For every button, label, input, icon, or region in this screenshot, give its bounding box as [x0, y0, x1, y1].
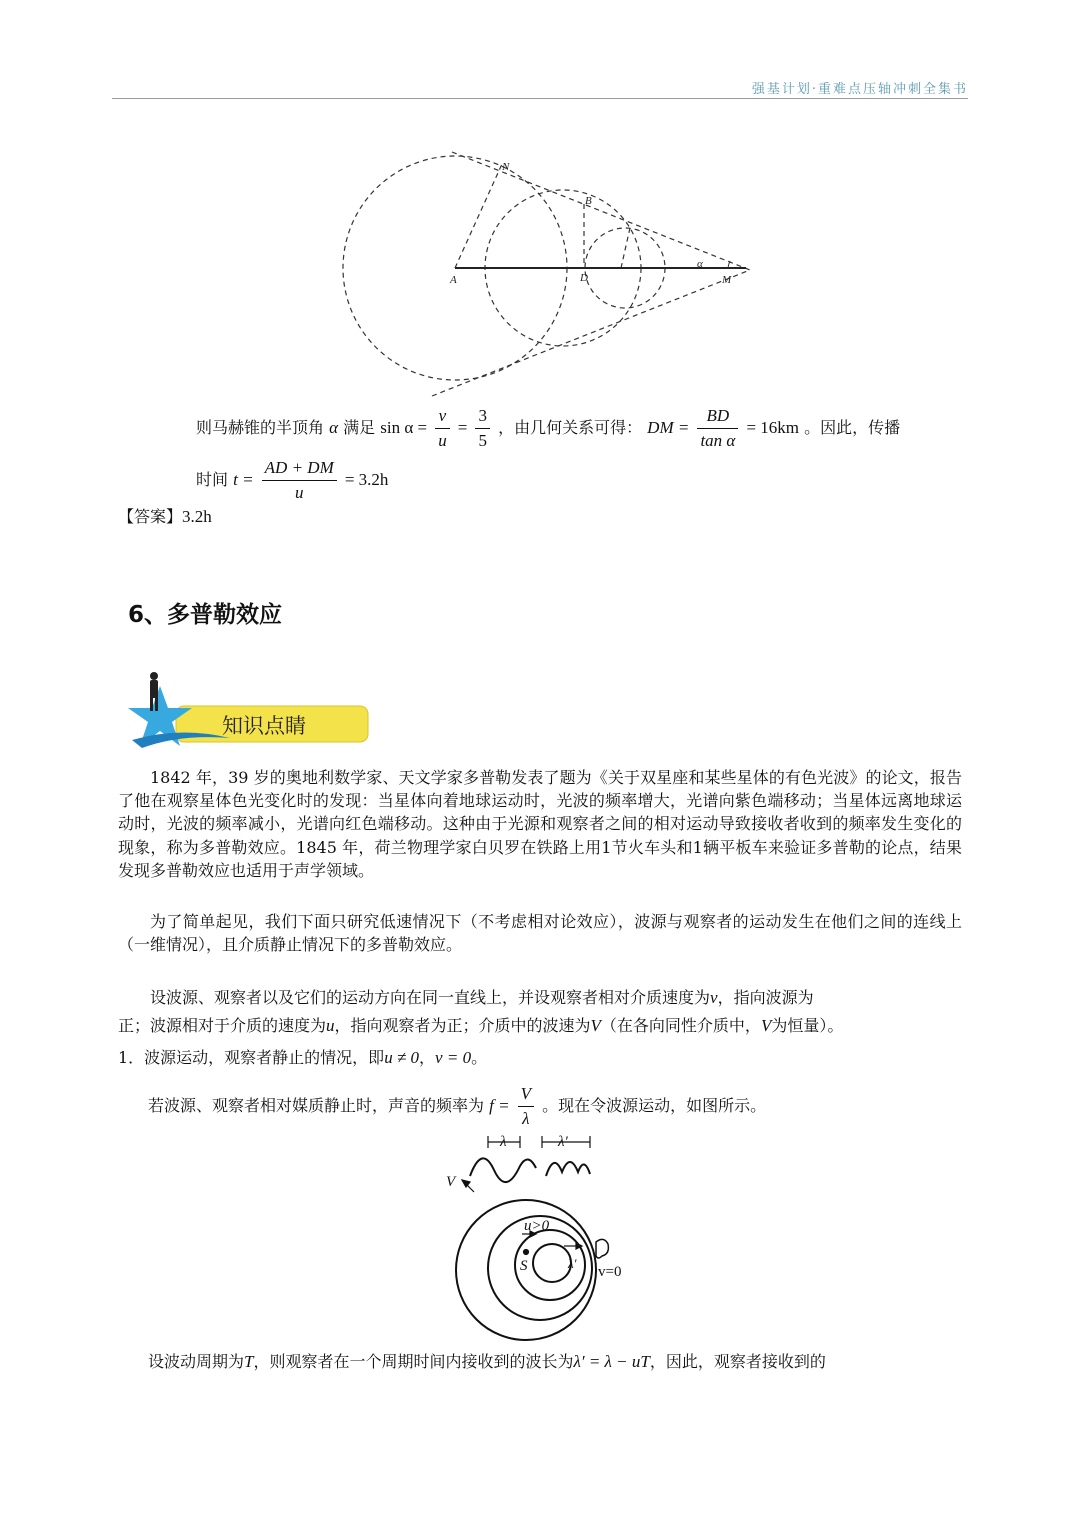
label-N: N	[502, 161, 510, 173]
answer-value: 3.2h	[182, 507, 212, 526]
section-title: 6、多普勒效应	[128, 602, 283, 628]
label-S: S	[520, 1258, 528, 1274]
paragraph-assumption: 为了简单起见，我们下面只研究低速情况下（不考虑相对论效应），波源与观察者的运动发生在他们之间的连线上（一维情况），且介质静止情况下的多普勒效应。	[118, 912, 962, 954]
frequency-line: 若波源、观察者相对媒质静止时，声音的频率为 f = $\frac{V}{\lambda}$ 。现在令波源运动，如图所示。	[148, 1084, 767, 1128]
header-title: 强基计划·重难点压轴冲刺全集书	[751, 82, 968, 97]
setup-line-2: 正；波源相对于介质的速度为u，指向观察者为正；介质中的波速为V（在各向同性介质中，V为恒量）。	[118, 1016, 844, 1035]
case1-line: 1．波源运动，观察者静止的情况，即u ≠ 0，v = 0。	[118, 1048, 488, 1067]
label-B: B	[585, 195, 592, 207]
wave-train-short	[546, 1162, 590, 1176]
answer-line	[118, 505, 212, 529]
label-alpha: α	[697, 258, 703, 270]
solution-line-1: 则马赫锥的半顶角 α 满足 sin α = $\frac{v}{u}$ = $\frac{3}{5}$ ，由几何关系可得： DM = $\frac{BD}{\text{tan α}}$ = 16km 。因此，传播	[196, 406, 901, 450]
radius-AN	[455, 164, 502, 268]
solution-line-2: 时间 t = $\frac{AD + DM}{u}$ = 3.2h	[196, 458, 389, 502]
label-D: D	[580, 272, 588, 284]
answer-label: 【答案】	[118, 507, 183, 526]
label-lambda: λ	[500, 1134, 507, 1150]
label-u-gt-0: u>0	[524, 1218, 550, 1234]
label-V: V	[446, 1174, 456, 1190]
header-divider	[112, 98, 968, 99]
label-v-eq-0: v=0	[598, 1264, 622, 1280]
paragraph-history: 1842 年，39 岁的奥地利数学家、天文学家多普勒发表了题为《关于双星座和某些星体的有色光波》的论文，报告了他在观察星体色光变化时的发现：当星体向着地球运动时，光波的频率增大，光谱向紫色端移动；当星体远离地球运动时，光波的频率减小，光谱向红色端移动。这种由于光源和观察者之间的相对运动导致接收者收到的频率发生变化的现象，称为多普勒效应。1845 年，荷兰物理学家白贝罗在铁路上用1节火车头和1辆平板车来验证多普勒的论点，结果发现多普勒效应也适用于声学领域。	[118, 768, 962, 880]
tangent-small	[621, 228, 630, 268]
label-small-lambda-prime: λ′	[568, 1256, 577, 1271]
label-lambda-prime: λ′	[558, 1134, 568, 1150]
doppler-source-figure	[440, 1130, 650, 1346]
wave-train-long	[470, 1158, 536, 1182]
mach-cone-figure	[330, 140, 770, 410]
source-dot	[524, 1250, 529, 1255]
wavefront-inner-2	[533, 1244, 571, 1282]
cone-upper-line	[452, 152, 750, 270]
period-line: 设波动周期为T，则观察者在一个周期时间内接收到的波长为λ′ = λ − uT，因此，观察者接收到的	[148, 1352, 826, 1371]
label-M: M	[722, 274, 732, 286]
banner-label: 知识点睛	[222, 714, 306, 738]
observer-ear-icon	[596, 1239, 608, 1258]
label-A: A	[450, 274, 457, 286]
setup-line-1: 设波源、观察者以及它们的运动方向在同一直线上，并设观察者相对介质速度为v，指向波源为	[150, 988, 814, 1007]
